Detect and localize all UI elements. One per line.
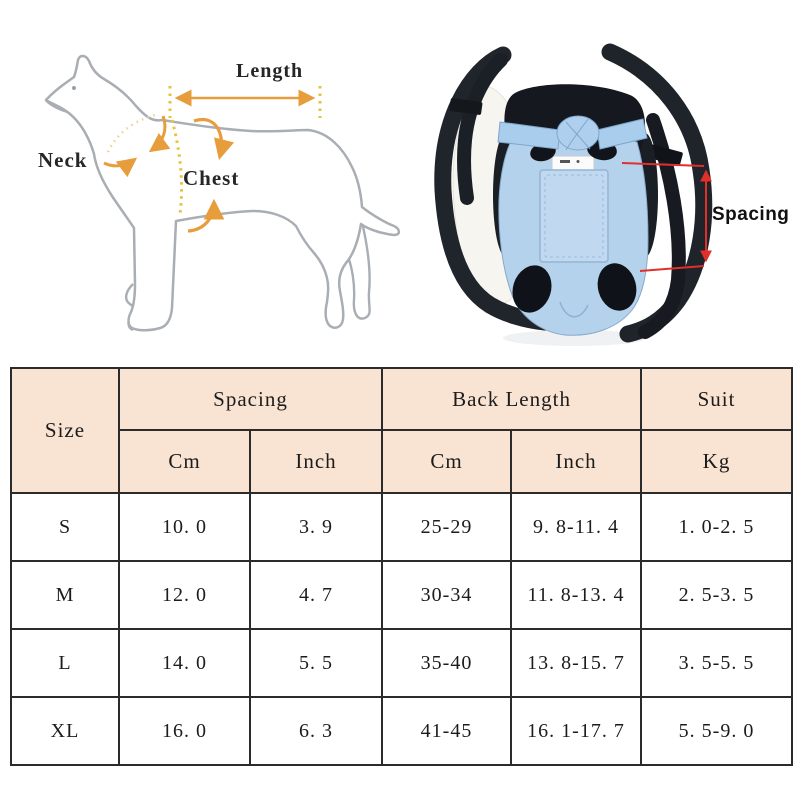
chest-label: Chest bbox=[183, 166, 240, 190]
column-header-spacing: Spacing bbox=[119, 368, 382, 430]
table-cell: 13. 8-15. 7 bbox=[511, 629, 641, 697]
neck-label: Neck bbox=[38, 148, 88, 172]
table-cell: 16. 1-17. 7 bbox=[511, 697, 641, 765]
table-cell: 2. 5-3. 5 bbox=[641, 561, 792, 629]
front-pocket bbox=[540, 170, 608, 262]
table-row-l bbox=[11, 629, 792, 697]
spacing-label: Spacing bbox=[712, 204, 790, 225]
table-row-xl bbox=[11, 697, 792, 765]
subheader-spacing-inch: Inch bbox=[250, 430, 382, 493]
subheader-back-inch: Inch bbox=[511, 430, 641, 493]
table-cell: 11. 8-13. 4 bbox=[511, 561, 641, 629]
table-cell: 35-40 bbox=[382, 629, 511, 697]
table-cell: 41-45 bbox=[382, 697, 511, 765]
table-cell: 9. 8-11. 4 bbox=[511, 493, 641, 561]
subheader-spacing-cm: Cm bbox=[119, 430, 250, 493]
table-row-m bbox=[11, 561, 792, 629]
carrier-photo-figure bbox=[430, 0, 800, 360]
length-label: Length bbox=[236, 60, 304, 82]
table-cell: 4. 7 bbox=[250, 561, 382, 629]
size-table bbox=[10, 367, 793, 766]
size-cell: XL bbox=[11, 697, 119, 765]
table-cell: 16. 0 bbox=[119, 697, 250, 765]
dog-measurement-figure bbox=[0, 0, 440, 360]
table-cell: 1. 0-2. 5 bbox=[641, 493, 792, 561]
table-row-s bbox=[11, 493, 792, 561]
column-header-size: Size bbox=[11, 368, 119, 493]
table-cell: 14. 0 bbox=[119, 629, 250, 697]
table-cell: 30-34 bbox=[382, 561, 511, 629]
table-cell: 6. 3 bbox=[250, 697, 382, 765]
table-cell: 3. 5-5. 5 bbox=[641, 629, 792, 697]
table-cell: 5. 5-9. 0 bbox=[641, 697, 792, 765]
backpack-photo-svg bbox=[430, 0, 800, 360]
table-cell: 5. 5 bbox=[250, 629, 382, 697]
length-arrow bbox=[170, 86, 320, 118]
column-header-suit: Suit bbox=[641, 368, 792, 430]
size-cell: L bbox=[11, 629, 119, 697]
dog-eye bbox=[72, 86, 76, 90]
table-cell: 25-29 bbox=[382, 493, 511, 561]
size-cell: S bbox=[11, 493, 119, 561]
column-header-back-length: Back Length bbox=[382, 368, 641, 430]
subheader-back-cm: Cm bbox=[382, 430, 511, 493]
size-cell: M bbox=[11, 561, 119, 629]
subheader-suit-kg: Kg bbox=[641, 430, 792, 493]
table-cell: 12. 0 bbox=[119, 561, 250, 629]
table-cell: 10. 0 bbox=[119, 493, 250, 561]
table-cell: 3. 9 bbox=[250, 493, 382, 561]
